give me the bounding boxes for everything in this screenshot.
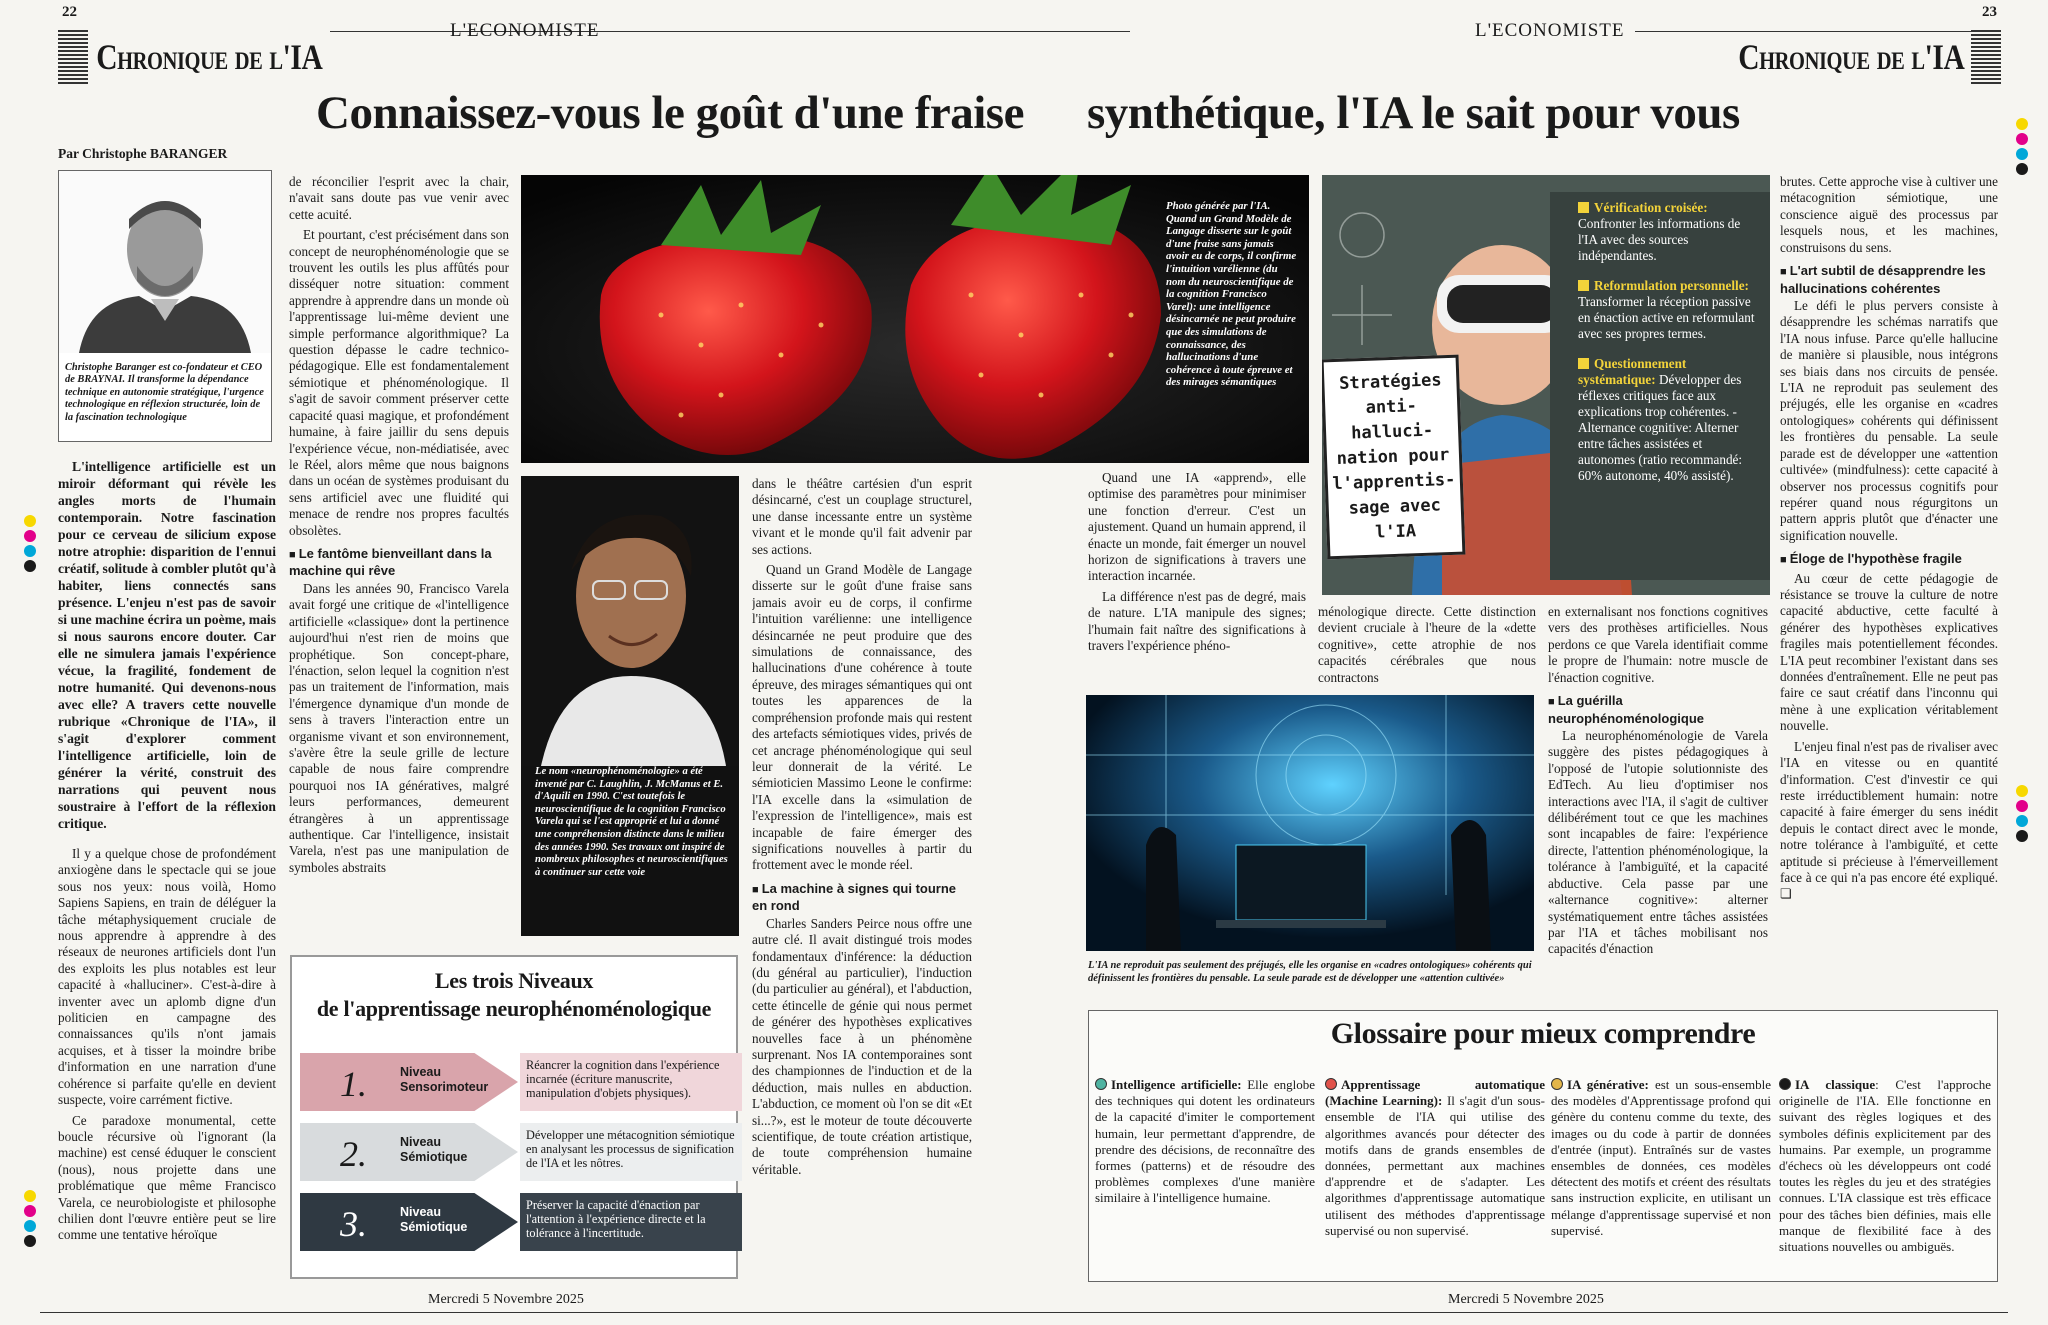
registration-marks	[2016, 118, 2028, 175]
tech-photo	[1086, 695, 1534, 951]
column-1	[58, 458, 276, 1288]
headline-right: synthétique, l'IA le sait pour vous	[1087, 87, 1740, 139]
paragraph: Et pourtant, c'est précisément dans son concept de neurophénoménologie que se trouvent les outils les plus affûtés pour disséquer notre situation: comment apprendre à apprendre dans un monde où l'apprentissage lui-même devient une simple performance algorithmique? La question dépasse le cadre technico-pédagogique. Elle est fondamentalement sémiotique et phénoménologique. Il s'agit de savoir comment préserver cette capacité quasi magique, et profondément humaine, à faire jaillir du sens depuis l'expérience vécue, non-médiatisée, avec le Réel, alors même que nous baignons dans un océan de systèmes produisant du sens artificiel avec une fluidité qui menace de rendre nos propres facultés obsolètes.	[289, 227, 509, 538]
level-3	[300, 1193, 740, 1251]
page-number-right: 23	[1982, 4, 1997, 20]
black-dot-icon	[1779, 1078, 1791, 1090]
headline-left: Connaissez-vous le goût d'une fraise	[316, 87, 1024, 139]
level-name: Niveau Sémiotique	[400, 1205, 468, 1234]
author-bio: Christophe Baranger est co-fondateur et CEO de BRAYNAI. Il transforme la dépendance technique en autonomie stratégique, l'urgence technologique en réflexion structurée, loin de la fascination technologique	[65, 362, 264, 423]
level-2	[300, 1123, 740, 1181]
paragraph: La différence n'est pas de degré, mais de nature. L'IA manipule des signes; l'humain fait naître des significations à travers l'expérience phéno-	[1088, 588, 1306, 654]
bullet-square-icon	[1578, 280, 1589, 291]
registration-marks	[2016, 785, 2028, 842]
paragraph: Dans les années 90, Francisco Varela avait forgé une critique de «l'intelligence artificielle «classique» dont la pertinence aujourd'hui n'est rien de moins que prophétique. Son concept-phare, l'énaction, selon lequel la cognition n'est pas un traitement de l'information, mais l'émergence dynamique d'un monde de sens à travers l'interaction entre un organisme vivant et son environnement, s'avère être la seule grille de lecture capable de nous faire comprendre pourquoi nos IA génératives, malgré leurs performances, demeurent étrangères à un apprentissage authentique. Car l'intelligence, insistait Varela, n'est pas une manipulation de symboles abstraits	[289, 580, 509, 875]
column-3	[752, 476, 972, 1276]
column-5	[1318, 604, 1536, 684]
strategy-item: Questionnement systématique: Développer des réflexes critiques face aux explications trop cohérentes. -Alternance cognitive: Alterner entre tâches assistées et autonomes (ratio recommandé: 60% autonome, 40% assisté).	[1578, 356, 1743, 483]
strategy-sign	[1322, 355, 1465, 560]
lead-paragraph: L'intelligence artificielle est un miroir déformant qui révèle les angles morts de l'humain contemporain. Notre fascination pour ce cerveau de silicium expose notre atrophie: disparition de l'ennui créatif, solitude à combler plutôt qu'à habiter, liens connectés sans présence. L'enjeu n'est pas de savoir si une machine écrira un poème, mais si nous saurons encore douter. Car elle ne simulera jamais l'expérience vécue, la fragilité, fondement de notre humanité. Qui devenons-nous avec elle? A travers cette nouvelle rubrique «Chronique de l'IA», il s'agit d'explorer comment l'intelligence artificielle, loin de générer la vérité, construit des narrations qui peuvent nous soustraire à l'effort de la réflexion critique.	[58, 459, 276, 831]
registration-marks	[24, 515, 36, 572]
paragraph: ménologique directe. Cette distinction devient cruciale à l'heure de la «dette cognitive», cette atrophie de nos capacités cérébrales que nous contractons	[1318, 604, 1536, 684]
paragraph: Au cœur de cette pédagogie de résistance se trouve la culture de notre capacité abductive, cette faculté à générer des hypothèses explicatives fragiles mais potentiellement fécondes. L'IA peut recombiner l'existant dans ses données d'entraînement. Elle ne peut pas faire ce saut créatif dans l'inconnu qui mène à une explication véritablement nouvelle.	[1780, 570, 1998, 734]
rubric-right	[1730, 30, 2001, 84]
author-photo	[59, 171, 271, 353]
subheading: ■ L'art subtil de désapprendre les hallucinations cohérentes	[1780, 263, 1998, 296]
subheading: ■ Le fantôme bienveillant dans la machine qui rêve	[289, 546, 509, 579]
column-4	[1088, 470, 1306, 680]
tech-illustration	[1086, 695, 1534, 951]
paragraph: de réconcilier l'esprit avec la chair, n'avait sans doute pas vue venir avec cette acuité.	[289, 174, 509, 222]
subheading: ■ Éloge de l'hypothèse fragile	[1780, 551, 1998, 569]
levels-title	[292, 967, 736, 1023]
footer-date-right: Mercredi 5 Novembre 2025	[1448, 1292, 1604, 1307]
paragraph: Charles Sanders Peirce nous offre une autre clé. Il avait distingué trois modes fondamentaux d'inférence: la déduction (du général au particulier), l'induction (du particulier au général), et l'abduction, cette étincelle de génie qui nous permet de générer des hypothèses explicatives nouvelles face à un phénomène surprenant. Nos IA contemporaines sont des championnes de l'induction et de la déduction, mais nulles en abduction. L'abduction, ce moment où l'on se dit «Et si...?», est le moteur de toute découverte scientifique, de toute création artistique, de toute compréhension humaine véritable.	[752, 915, 972, 1177]
portrait-illustration	[521, 476, 739, 766]
red-dot-icon	[1325, 1078, 1337, 1090]
byline: Par Christophe BARANGER	[58, 146, 228, 161]
glossary-entry: IA classique: C'est l'approche originelle de l'IA. Elle fonctionne en suivant des règles logiques et des symboles définis explicitement par des humains. Par exemple, un programme d'échecs où les développeurs ont codé toutes les règles du jeu et des stratégies connues. L'IA classique est très efficace pour des tâches bien définies, mais elle manque de flexibilité face à des situations nouvelles ou ambiguës.	[1779, 1077, 1991, 1255]
author-box	[58, 170, 272, 442]
paragraph: Le défi le plus pervers consiste à désapprendre les schémas narratifs que l'IA nous infuse. Parce qu'elle hallucine de manière si plausible, nous intégrons ses biais dans nos circuits de pensée. L'IA ne reproduit pas seulement des préjugés, elle les organise en «cadres ontologiques» cohérents qui définissent les frontières du pensable. La seule parade est de développer une «attention cultivée» (mindfulness): cette capacité à observer nos processus cognitifs pour repérer quand nous régurgitons un pattern appris plutôt que d'énacter une signification nouvelle.	[1780, 298, 1998, 543]
page-number-left: 22	[62, 4, 77, 20]
level-number: 2.	[340, 1134, 367, 1174]
level-description: Préserver la capacité d'énaction par l'attention à l'expérience directe et la tolérance à l'incertitude.	[520, 1193, 742, 1251]
paragraph: Quand un Grand Modèle de Langage disserte sur le goût d'une fraise sans jamais avoir eu de corps, il confirme l'intuition varélienne: une intelligence désincarnée ne peut produire que des simulations de connaissance, des hallucinations d'une cohérence à toute épreuve, des mirages sémantiques qui ont toutes les apparences de la compréhension profonde mais qui restent des artefacts sémiotiques vides, privés de cet ancrage phénoménologique qui seul leur donnerait de la vérité. Le sémioticien Massimo Leone le confirme: l'IA excelle dans la «simulation de l'expression de l'intelligence», mais est incapable de faire émerger des significations nouvelles à partir du frottement avec le monde réel.	[752, 562, 972, 873]
footer-rule	[40, 1312, 2008, 1313]
footer-date-left: Mercredi 5 Novembre 2025	[428, 1292, 584, 1307]
registration-marks	[24, 1190, 36, 1247]
yellow-dot-icon	[1551, 1078, 1563, 1090]
rubric-left	[58, 30, 384, 84]
levels-box	[290, 955, 738, 1279]
teal-dot-icon	[1095, 1078, 1107, 1090]
column-2	[289, 174, 509, 934]
strategy-panel	[1550, 192, 1770, 580]
level-description: Réancrer la cognition dans l'expérience incarnée (écriture manuscrite, manipulation d'objets physiques).	[520, 1053, 742, 1111]
varela-photo	[521, 476, 739, 936]
paragraph: brutes. Cette approche vise à cultiver une métacognition sémiotique, une conscience aiguë des processus par lesquels nous, et les machines, construisons du sens.	[1780, 174, 1998, 255]
masthead-left: L'ECONOMISTE	[450, 20, 600, 41]
glossary-entry: Intelligence artificielle: Elle englobe des techniques qui dotent les ordinateurs de la capacité d'imiter le comportement humain, leur permettant d'apprendre, de prendre des décisions, de reconnaître des formes (patterns) et de résoudre des problèmes complexes d'une manière similaire à l'intelligence humaine.	[1095, 1077, 1315, 1206]
subheading: ■ La guérilla neurophénoménologique	[1548, 693, 1768, 726]
rubric-stripes	[1971, 30, 2001, 84]
glossary-title: Glossaire pour mieux comprendre	[1330, 1017, 1756, 1050]
bullet-square-icon	[1578, 358, 1589, 369]
column-7	[1780, 174, 1998, 979]
levels-title-line1: Les trois Niveaux	[434, 968, 594, 993]
varela-caption: Le nom «neurophénoménologie» a été inventé par C. Laughlin, J. McManus et E. d'Aquili en 1990. C'est toutefois le neuroscientifique de la cognition Francisco Varela qui se l'est approprié et lui a donné une compréhension distincte dans le milieu des années 1990. Ses travaux ont inspiré de nombreux philosophes et neuroscientifiques à continuer sur cette voie	[535, 766, 728, 878]
level-description: Développer une métacognition sémiotique en analysant les processus de signification de l'IA et les nôtres.	[520, 1123, 742, 1181]
bullet-square-icon	[1578, 202, 1589, 213]
tech-caption: L'IA ne reproduit pas seulement des préjugés, elle les organise en «cadres ontologiques» cohérents qui définissent les frontières du pensable. La seule parade est de développer une «attention cultivée»	[1088, 960, 1532, 984]
level-number: 1.	[340, 1064, 367, 1104]
level-name: Niveau Sensorimoteur	[400, 1065, 489, 1094]
paragraph: en externalisant nos fonctions cognitives vers des prothèses artificielles. Nous perdons ce que Varela identifiait comme le propre de l'humain: notre muscle de l'énaction cognitive.	[1548, 604, 1768, 685]
glossary-box	[1088, 1010, 1998, 1282]
rubric-title: Chronique de l'IA	[96, 37, 323, 77]
column-6	[1548, 604, 1768, 984]
rubric-title: Chronique de l'IA	[1738, 37, 1965, 77]
glossary-entry: Apprentissage automatique (Machine Learning): Il s'agit d'un sous-ensemble de l'IA qui utilise des algorithmes avancés pour détecter des motifs dans de grands ensembles de données, permettant aux machines d'apprendre et de s'adapter. Les algorithmes d'apprentissage automatique utilisent des méthodes d'apprentissage supervisé ou non supervisé.	[1325, 1077, 1545, 1238]
paragraph: Ce paradoxe monumental, cette boucle récursive où l'ignorant (la machine) est censé éduquer le conscient (nous), nous projette dans une problématique que même Francisco Varela, ce neurobiologiste et philosophe chilien dont l'œuvre entière peut se lire comme une tentative héroïque	[58, 1112, 276, 1243]
rubric-stripes	[58, 30, 88, 84]
levels-title-line2: de l'apprentissage neurophénoménologique	[316, 996, 712, 1021]
strategy-sign-text: Stratégies anti-halluci-nation pour l'apprentis-sage avec l'IA	[1332, 369, 1456, 543]
level-number: 3.	[340, 1204, 367, 1244]
masthead-right: L'ECONOMISTE	[1475, 20, 1625, 41]
glossary-entry: IA générative: est un sous-ensemble des modèles d'Apprentissage profond qui génère du contenu comme du texte, des images ou du code à partir de données d'entrée (input). Entraînés sur de vastes ensembles de données, ces modèles détectent des motifs et créent des résultats sans instruction explicite, en utilisant un mélange d'apprentissage supervisé et non supervisé.	[1551, 1077, 1772, 1238]
paragraph: La neurophénoménologie de Varela suggère des pistes pédagogiques à l'opposé de l'utopie solutionniste des EdTech. Au lieu d'optimiser nos interactions avec l'IA, il s'agit de cultiver délibérément tout ce que les machines sont incapables de faire: l'expérience directe, l'attention phénoménologique, la tolérance à l'ambiguïté, et la capacité abductive. Cela passe par une «alternance cognitive»: alterner systématiquement entre tâches assistées par l'IA et tâches mobilisant nos capacités d'énaction	[1548, 728, 1768, 957]
level-name: Niveau Sémiotique	[400, 1135, 468, 1164]
paragraph: Il y a quelque chose de profondément anxiogène dans le spectacle qui se joue sous nos yeux: nous voilà, Homo Sapiens Sapiens, en train de déléguer la tâche métaphysiquement cruciale de nous apprendre à apprendre à des réseaux de neurones artificiels dont l'un des exploits les plus notables est leur capacité à «halluciner». C'est-à-dire à inventer avec un aplomb digne d'un politicien en campagne des connaissances qu'ils n'ont jamais acquises, et à tisser la moindre bribe d'information en une narration d'une cohérence si parfaite qu'elle en devient suspecte, voire carrément fictive.	[58, 846, 276, 1108]
subheading: ■ La machine à signes qui tourne en rond	[752, 881, 972, 914]
strategy-item: Vérification croisée: Confronter les informations de l'IA avec des sources indépendantes.	[1578, 200, 1741, 263]
strawberry-caption: Photo générée par l'IA. Quand un Grand Modèle de Langage disserte sur le goût d'une fraise sans jamais avoir eu de corps, il confirme l'intuition varélienne (du nom du neuroscientifique de la cognition Francisco Varel): une intelligence désincarnée ne peut produire que des simulations de connaissance, des hallucinations d'une cohérence à toute épreuve et des mirages sémantiques	[1166, 200, 1297, 389]
paragraph: dans le théâtre cartésien d'un esprit désincarné, c'est un couplage structurel, une danse incessante entre un système vivant et le monde qu'il fait advenir par ses actions.	[752, 476, 972, 557]
strategy-item: Reformulation personnelle: Transformer la réception passive en énaction active en reformulant avec ses propres termes.	[1578, 278, 1755, 341]
level-1	[300, 1053, 740, 1111]
paragraph: L'enjeu final n'est pas de rivaliser avec l'IA en vitesse ou en quantité d'information. C'est d'investir ce qui reste irréductiblement humain: notre capacité à faire émerger du sens inédit depuis le contact direct avec le monde, notre tolérance à l'ambiguïté, et cette aptitude si précieuse à l'émerveillement face à ce qui n'a pas encore été expliqué. ❏	[1780, 738, 1998, 902]
paragraph: Quand une IA «apprend», elle optimise des paramètres pour minimiser une fonction d'erreur. C'est un ajustement. Quand un humain apprend, il énacte un monde, fait émerger un nouvel horizon de significations à travers une interaction incarnée.	[1088, 470, 1306, 584]
